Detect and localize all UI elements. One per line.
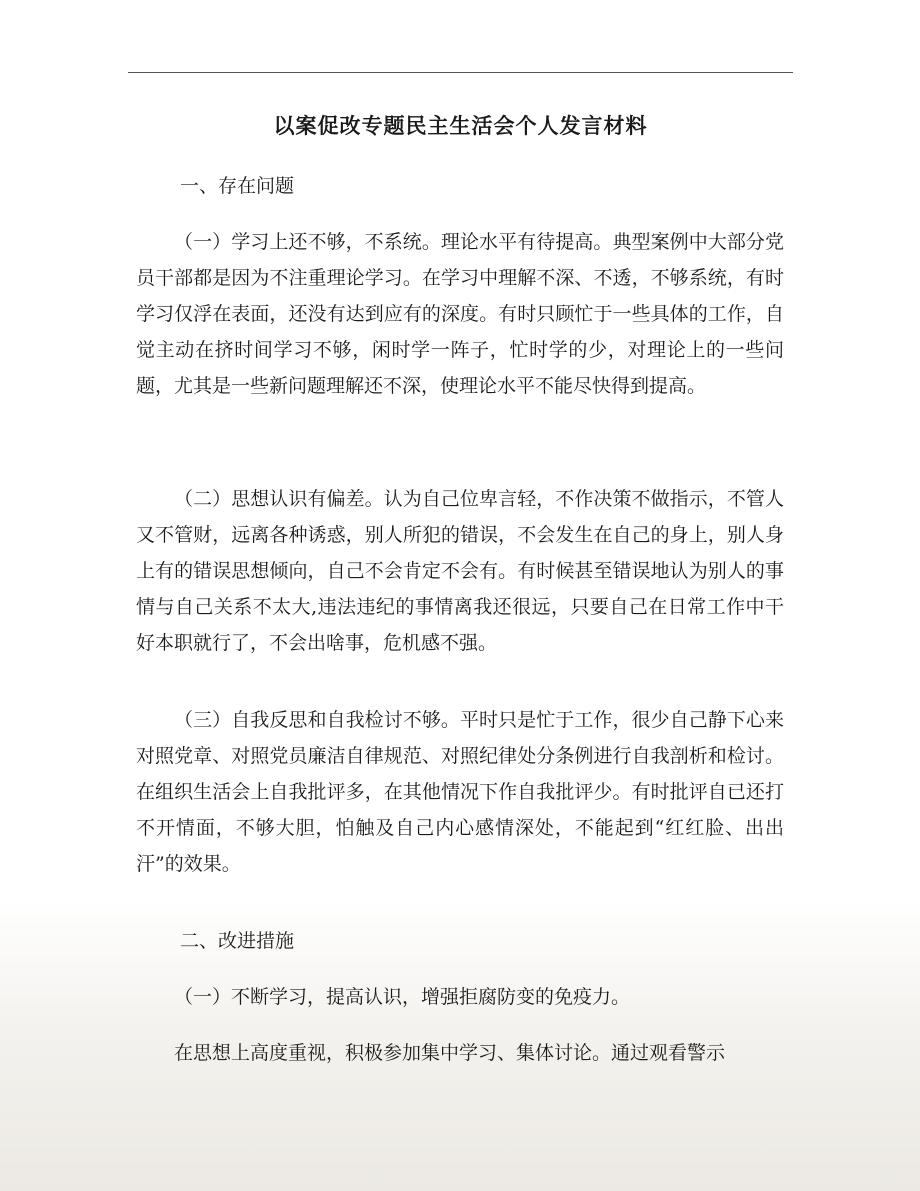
paragraph-problem-2: （二）思想认识有偏差。认为自己位卑言轻，不作决策不做指示，不管人又不管财，远离各种诱惑，别人所犯的错误，不会发生在自己的身上，别人身上有的错误思想倾向，自己不会肯定不会有。有时候甚至错误地认为别人的事情与自己关系不太大,违法违纪的事情离我还很远，只要自己在日常工作中干好本职就行了，不会出啥事，危机感不强。 [136,488,784,654]
subheading-measure-1: （一）不断学习，提高认识，增强拒腐防变的免疫力。 [174,986,631,1008]
paragraph-measure-1: 在思想上高度重视，积极参加集中学习、集体讨论。通过观看警示 [174,1042,726,1064]
section-heading-problems: 一、存在问题 [180,175,295,197]
paragraph-problem-3: （三）自我反思和自我检讨不够。平时只是忙于工作，很少自己静下心来对照党章、对照党员廉洁自律规范、对照纪律处分条例进行自我剖析和检讨。在组织生活会上自我批评多，在其他情况下作自我批评少。有时批评自已还打不开情面，不够大胆，怕触及自己内心感情深处，不能起到“红红脸、出出汗”的效果。 [136,709,784,875]
section-heading-measures: 二、改进措施 [180,930,295,952]
document-title: 以案促改专题民主生活会个人发言材料 [273,113,648,138]
paragraph-problem-1: （一）学习上还不够，不系统。理论水平有待提高。典型案例中大部分党员干部都是因为不注重理论学习。在学习中理解不深、不透，不够系统，有时学习仅浮在表面，还没有达到应有的深度。有时只顾忙于一些具体的工作，自觉主动在挤时间学习不够，闲时学一阵子，忙时学的少，对理论上的一些问题，尤其是一些新问题理解还不深，使理论水平不能尽快得到提高。 [136,231,784,397]
